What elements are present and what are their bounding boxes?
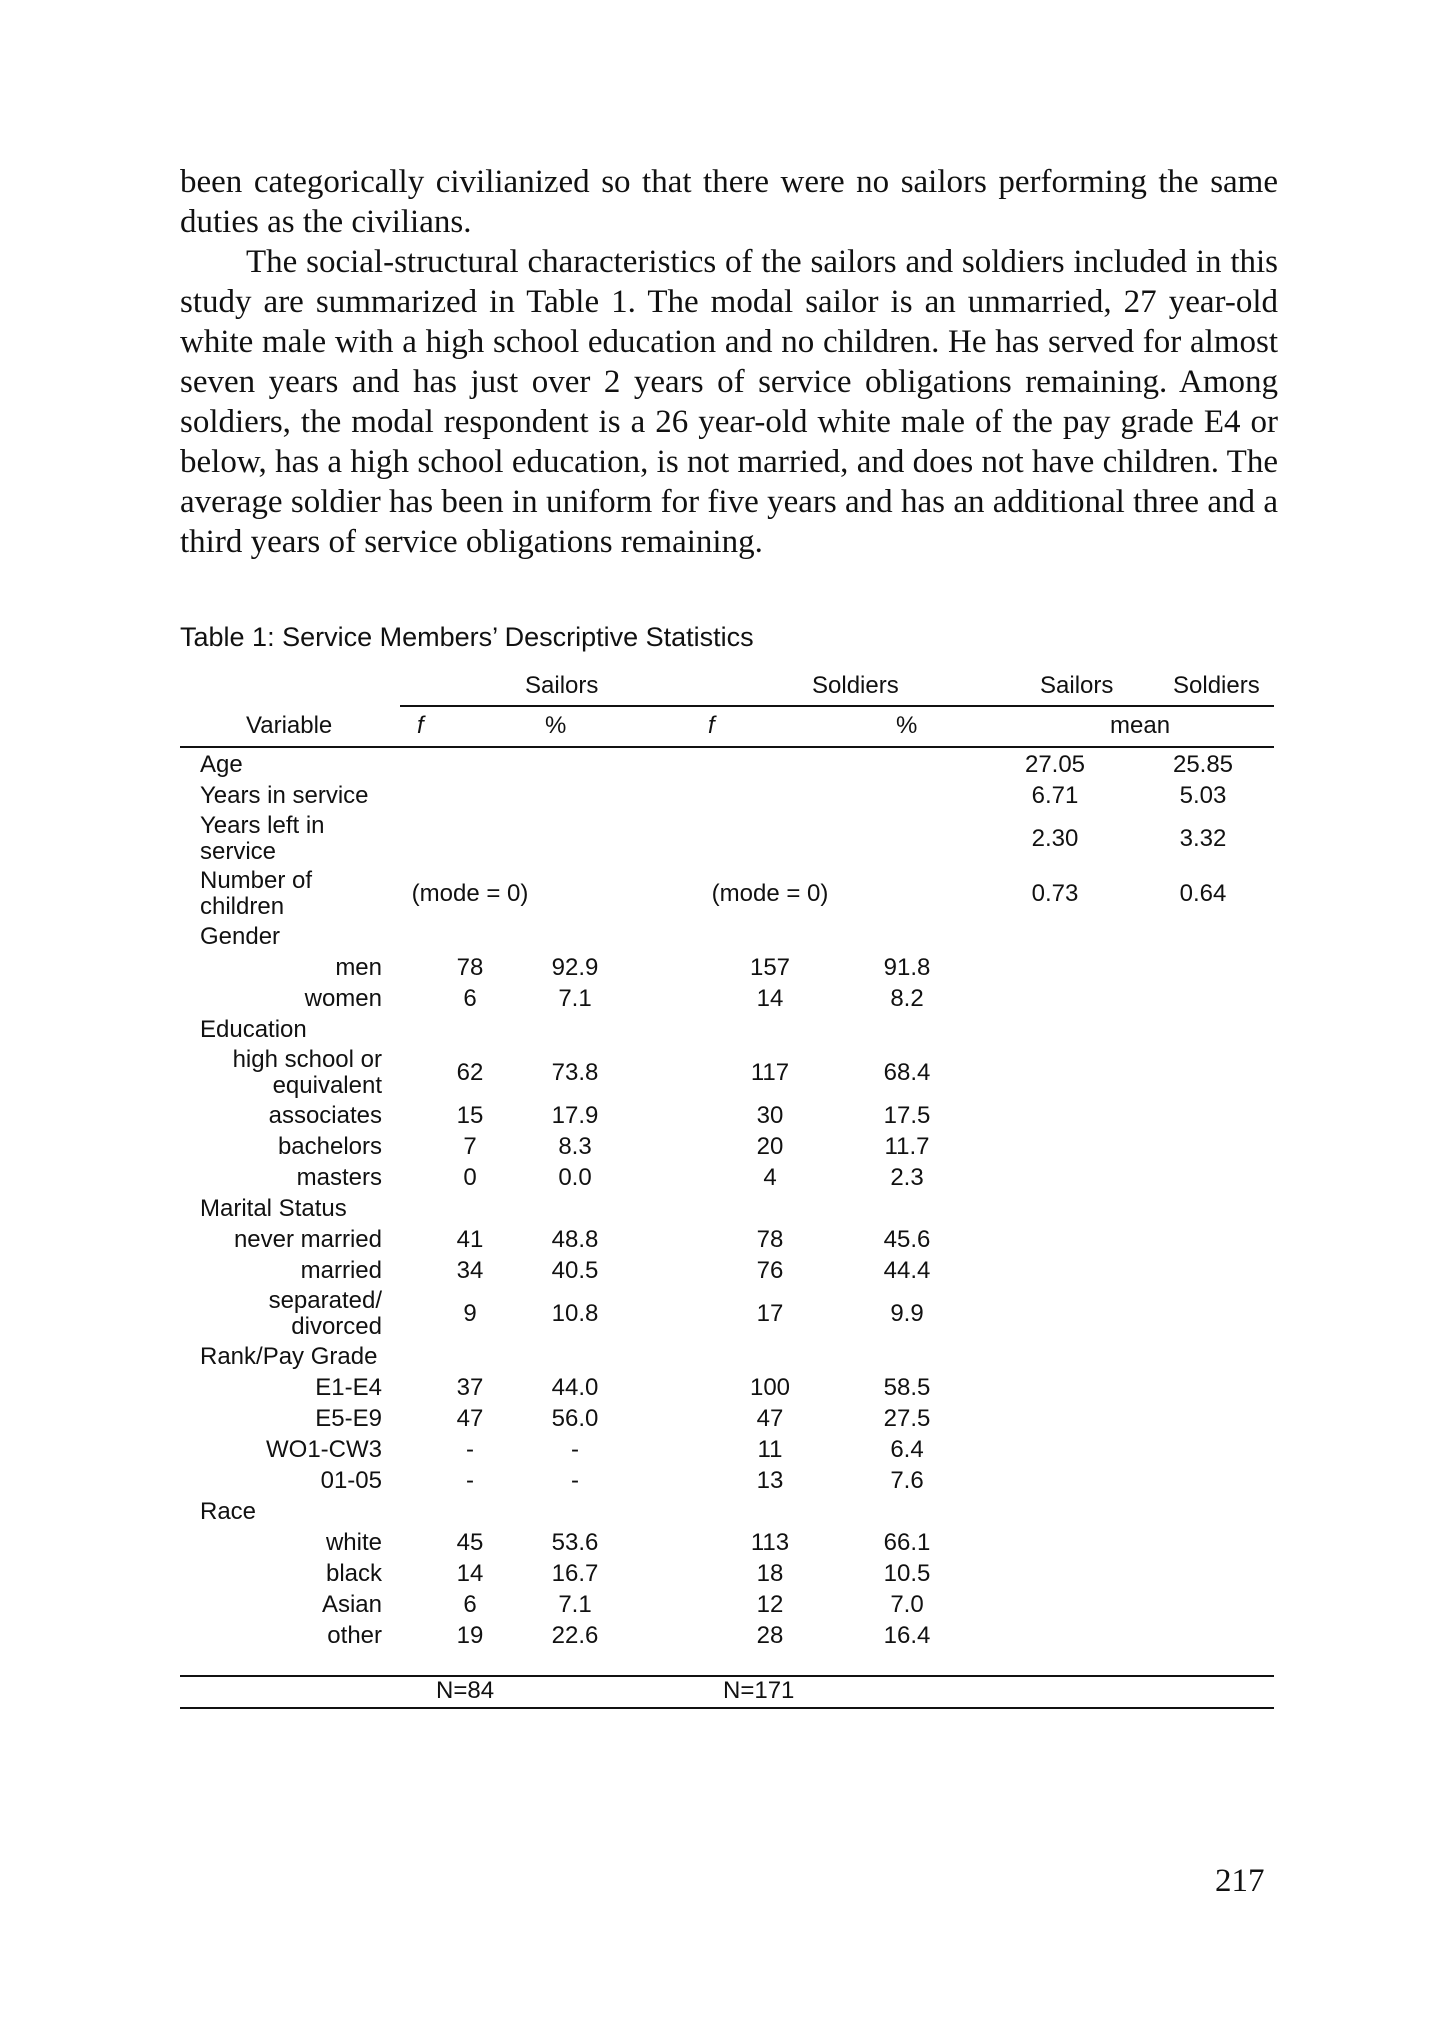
cell-mean-sailors: 6.71 <box>1031 781 1079 809</box>
cell-f-sailors: 6 <box>463 1590 477 1618</box>
cell-pct-sailors: 7.1 <box>558 984 592 1012</box>
group-header-sailors: Sailors <box>525 672 599 699</box>
cell-f-soldiers: 12 <box>756 1590 784 1618</box>
row-label: high school or equivalent <box>232 1045 382 1099</box>
row-label: never married <box>233 1225 382 1253</box>
cell-pct-sailors: 73.8 <box>551 1058 599 1086</box>
cell-mean-sailors: 0.73 <box>1031 879 1079 907</box>
row-label: Race <box>200 1497 257 1525</box>
row-label: men <box>335 953 382 981</box>
col-header-pct-soldiers: % <box>896 712 918 739</box>
cell-pct-soldiers: 6.4 <box>890 1435 924 1463</box>
cell-pct-sailors: 56.0 <box>551 1404 599 1432</box>
row-label: E5-E9 <box>315 1404 382 1432</box>
col-header-mean: mean <box>1110 712 1171 739</box>
cell-f-soldiers: 17 <box>756 1299 784 1327</box>
cell-f-sailors: 15 <box>456 1101 484 1129</box>
cell-pct-soldiers: 45.6 <box>883 1225 931 1253</box>
cell-f-soldiers: 14 <box>756 984 784 1012</box>
cell-pct-soldiers: 27.5 <box>883 1404 931 1432</box>
cell-pct-soldiers: 91.8 <box>883 953 931 981</box>
cell-pct-sailors: 0.0 <box>558 1163 592 1191</box>
group-header-soldiers: Soldiers <box>812 672 899 699</box>
row-label: E1-E4 <box>315 1373 382 1401</box>
col-header-f-sailors: f <box>417 712 424 739</box>
body-paragraph-2: The social-structural characteristics of the sailors and soldiers included in this study are summarized in Table 1. The modal sailor is an unmarried, 27 year-old white male with a high school education and no children. He has served for almost seven years and has just over 2 years of service obligations remaining. Among soldiers, the modal respondent is a 26 year-old white male of the pay grade E4 or below, has a high school education, is not married, and does not have children. The average soldier has been in uniform for five years and has an additional three and a third years of service obligations remaining. <box>180 244 1278 560</box>
cell-pct-sailors: 17.9 <box>551 1101 599 1129</box>
group-header-mean-soldiers: Soldiers <box>1173 672 1260 699</box>
cell-pct-sailors: 40.5 <box>551 1256 599 1284</box>
cell-f-soldiers: 113 <box>750 1528 790 1556</box>
cell-pct-soldiers: 2.3 <box>890 1163 924 1191</box>
cell-f-soldiers: 117 <box>750 1058 790 1086</box>
cell-f-sailors: 7 <box>463 1132 477 1160</box>
cell-f-soldiers: 78 <box>756 1225 784 1253</box>
cell-f-soldiers: 28 <box>756 1621 784 1649</box>
total-n-sailors: N=84 <box>436 1677 495 1704</box>
cell-f-soldiers: 13 <box>756 1466 784 1494</box>
col-header-pct-sailors: % <box>545 712 567 739</box>
cell-pct-soldiers: 16.4 <box>883 1621 931 1649</box>
row-label: bachelors <box>277 1132 382 1160</box>
header-rule <box>400 705 1274 707</box>
cell-pct-soldiers: 11.7 <box>884 1132 930 1160</box>
row-label: Years left in service <box>200 811 325 865</box>
cell-mean-sailors: 2.30 <box>1031 824 1079 852</box>
row-label: separated/ divorced <box>268 1286 382 1340</box>
row-label: Asian <box>321 1590 382 1618</box>
row-label: 01-05 <box>320 1466 382 1494</box>
cell-f-sailors: 41 <box>456 1225 484 1253</box>
page-number: 217 <box>1215 1863 1265 1899</box>
table-bottom-rule <box>180 1707 1274 1709</box>
cell-f-sailors: - <box>466 1466 474 1494</box>
row-label: women <box>304 984 382 1012</box>
cell-f-soldiers: 4 <box>763 1163 777 1191</box>
cell-pct-soldiers: 8.2 <box>890 984 924 1012</box>
cell-f-sailors: 14 <box>456 1559 484 1587</box>
cell-f-soldiers: 30 <box>756 1101 784 1129</box>
cell-f-sailors: 45 <box>456 1528 484 1556</box>
cell-f-sailors: 34 <box>456 1256 484 1284</box>
row-label: married <box>300 1256 382 1284</box>
table-caption: Table 1: Service Members’ Descriptive Statistics <box>180 622 754 652</box>
cell-f-sailors: 6 <box>463 984 477 1012</box>
cell-mean-soldiers: 5.03 <box>1179 781 1227 809</box>
total-n-soldiers: N=171 <box>723 1677 795 1704</box>
row-label: Gender <box>200 922 281 950</box>
cell-pct-sailors: 16.7 <box>551 1559 599 1587</box>
cell-pct-soldiers: 7.0 <box>890 1590 924 1618</box>
row-label: Rank/Pay Grade <box>200 1342 378 1370</box>
cell-f-soldiers: 20 <box>756 1132 784 1160</box>
cell-pct-sailors: 53.6 <box>551 1528 599 1556</box>
row-label: Education <box>200 1015 307 1043</box>
cell-pct-sailors: 8.3 <box>558 1132 592 1160</box>
cell-f-sailors: - <box>466 1435 474 1463</box>
cell-f-sailors: (mode = 0) <box>411 879 529 907</box>
cell-pct-soldiers: 9.9 <box>890 1299 924 1327</box>
body-paragraph-1: been categorically civilianized so that there were no sailors performing the same duties as the civilians. <box>180 164 1278 240</box>
cell-pct-sailors: 48.8 <box>551 1225 599 1253</box>
cell-pct-sailors: 22.6 <box>551 1621 599 1649</box>
cell-mean-soldiers: 3.32 <box>1179 824 1227 852</box>
row-label: white <box>325 1528 382 1556</box>
cell-f-sailors: 9 <box>463 1299 477 1327</box>
cell-f-soldiers: 11 <box>757 1435 783 1463</box>
col-header-f-soldiers: f <box>708 712 715 739</box>
cell-pct-sailors: 44.0 <box>551 1373 599 1401</box>
cell-pct-sailors: 7.1 <box>558 1590 592 1618</box>
cell-f-soldiers: 76 <box>756 1256 784 1284</box>
cell-pct-sailors: - <box>571 1466 579 1494</box>
cell-f-sailors: 37 <box>456 1373 484 1401</box>
row-label: black <box>325 1559 382 1587</box>
cell-f-sailors: 47 <box>456 1404 484 1432</box>
cell-pct-sailors: 10.8 <box>551 1299 599 1327</box>
column-header-rule <box>180 746 1274 748</box>
cell-pct-soldiers: 66.1 <box>883 1528 931 1556</box>
cell-pct-soldiers: 58.5 <box>883 1373 931 1401</box>
row-label: WO1-CW3 <box>266 1435 382 1463</box>
cell-f-sailors: 0 <box>463 1163 477 1191</box>
cell-f-sailors: 78 <box>456 953 484 981</box>
row-label: associates <box>268 1101 382 1129</box>
cell-f-sailors: 19 <box>456 1621 484 1649</box>
cell-f-soldiers: 47 <box>756 1404 784 1432</box>
cell-f-soldiers: (mode = 0) <box>711 879 829 907</box>
cell-f-soldiers: 18 <box>756 1559 784 1587</box>
cell-f-soldiers: 100 <box>749 1373 791 1401</box>
cell-pct-sailors: - <box>571 1435 579 1463</box>
col-header-variable: Variable <box>246 712 333 739</box>
cell-pct-sailors: 92.9 <box>551 953 599 981</box>
cell-f-soldiers: 157 <box>749 953 791 981</box>
cell-mean-soldiers: 25.85 <box>1172 750 1234 778</box>
row-label: Number of children <box>200 866 313 920</box>
cell-pct-soldiers: 68.4 <box>883 1058 931 1086</box>
cell-pct-soldiers: 10.5 <box>883 1559 931 1587</box>
row-label: masters <box>296 1163 382 1191</box>
group-header-mean-sailors: Sailors <box>1040 672 1114 699</box>
row-label: Age <box>200 750 243 778</box>
row-label: Years in service <box>200 781 369 809</box>
cell-pct-soldiers: 7.6 <box>890 1466 924 1494</box>
cell-mean-sailors: 27.05 <box>1024 750 1086 778</box>
row-label: Marital Status <box>200 1194 347 1222</box>
cell-pct-soldiers: 17.5 <box>883 1101 931 1129</box>
cell-mean-soldiers: 0.64 <box>1179 879 1227 907</box>
row-label: other <box>327 1621 382 1649</box>
cell-pct-soldiers: 44.4 <box>883 1256 931 1284</box>
cell-f-sailors: 62 <box>456 1058 484 1086</box>
